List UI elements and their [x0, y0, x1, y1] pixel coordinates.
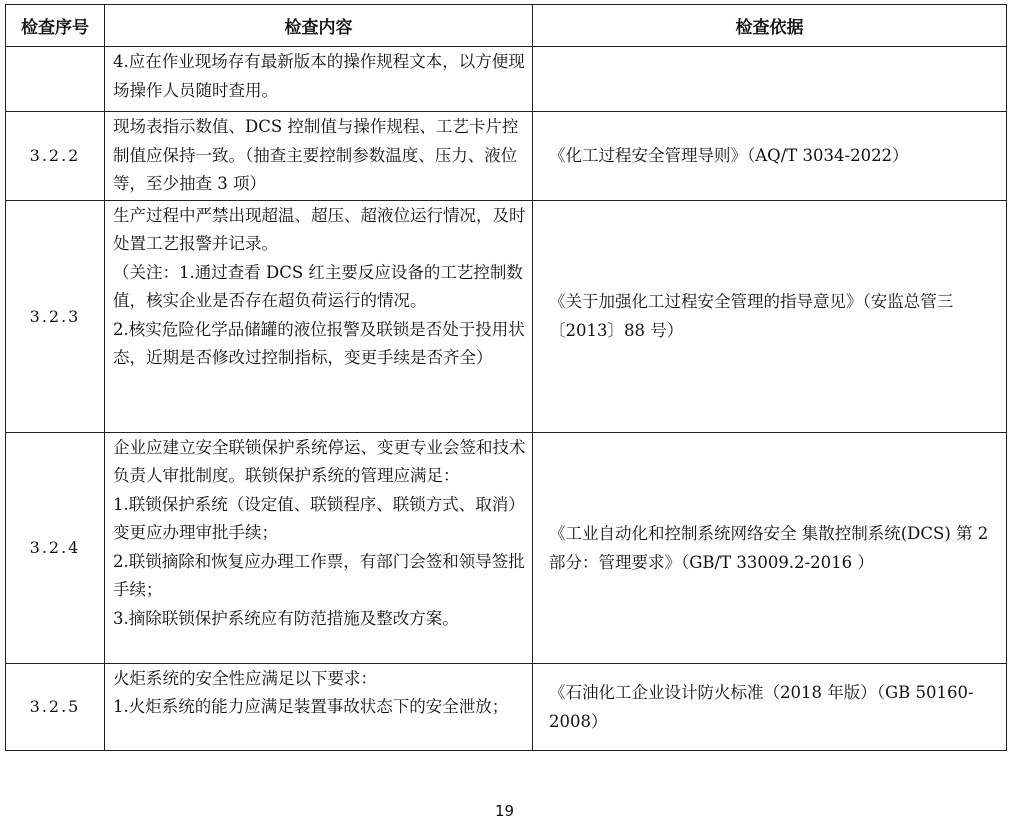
content-paragraph: 4.应在作业现场存有最新版本的操作规程文本，以方便现场操作人员随时查用。 [113, 52, 525, 100]
content-paragraph: 2.联锁摘除和恢复应办理工作票，有部门会签和领导签批手续； [113, 551, 525, 599]
row-seq: 3.2.4 [6, 432, 105, 663]
content-paragraph: 现场表指示数值、DCS 控制值与操作规程、工艺卡片控制值应保持一致。（抽查主要控制参数温度、压力、液位等，至少抽查 3 项） [113, 117, 519, 193]
row-content [105, 432, 533, 663]
row-content [105, 200, 533, 432]
table-row [6, 47, 1007, 112]
row-basis: 《工业自动化和控制系统网络安全 集散控制系统(DCS) 第 2 部分：管理要求》（GB/T 33009.2-2016 ） [533, 432, 1007, 663]
content-paragraph: 企业应建立安全联锁保护系统停运、变更专业会签和技术负责人审批制度。联锁保护系统的管理应满足： [113, 437, 526, 485]
row-seq: 3.2.5 [6, 663, 105, 750]
row-content [105, 112, 533, 201]
table-row [6, 112, 1007, 201]
row-seq: 3.2.3 [6, 200, 105, 432]
table-row [6, 200, 1007, 432]
content-paragraph: 2.核实危险化学品储罐的液位报警及联锁是否处于投用状态，近期是否修改过控制指标，变更手续是否齐全） [113, 319, 525, 367]
inspection-table [5, 4, 1007, 751]
content-paragraph: 生产过程中严禁出现超温、超压、超液位运行情况，及时处置工艺报警并记录。 [113, 205, 526, 253]
table-header-row [6, 5, 1007, 47]
row-seq [6, 47, 105, 112]
row-basis: 《石油化工企业设计防火标准（2018 年版）（GB 50160-2008） [533, 663, 1007, 750]
content-paragraph: 3.摘除联锁保护系统应有防范措施及整改方案。 [113, 608, 459, 628]
row-seq: 3.2.2 [6, 112, 105, 201]
row-content [105, 47, 533, 112]
row-basis: 《化工过程安全管理导则》（AQ/T 3034-2022） [533, 112, 1007, 201]
content-paragraph: 火炬系统的安全性应满足以下要求： [113, 668, 377, 688]
table-row [6, 432, 1007, 663]
header-content: 检查内容 [105, 5, 533, 47]
content-paragraph: 1.联锁保护系统（设定值、联锁程序、联锁方式、取消）变更应办理审批手续； [113, 494, 525, 542]
content-paragraph: （关注：1.通过查看 DCS 红主要反应设备的工艺控制数值，核实企业是否存在超负荷运行的情况。 [113, 262, 523, 310]
table-row [6, 663, 1007, 750]
page-number: 19 [494, 802, 515, 820]
row-basis [533, 47, 1007, 112]
row-content [105, 663, 533, 750]
content-paragraph: 1.火炬系统的能力应满足装置事故状态下的安全泄放； [113, 697, 509, 716]
header-basis: 检查依据 [533, 5, 1007, 47]
row-basis: 《关于加强化工过程安全管理的指导意见》（安监总管三〔2013〕88 号） [533, 200, 1007, 432]
header-seq: 检查序号 [6, 5, 105, 47]
